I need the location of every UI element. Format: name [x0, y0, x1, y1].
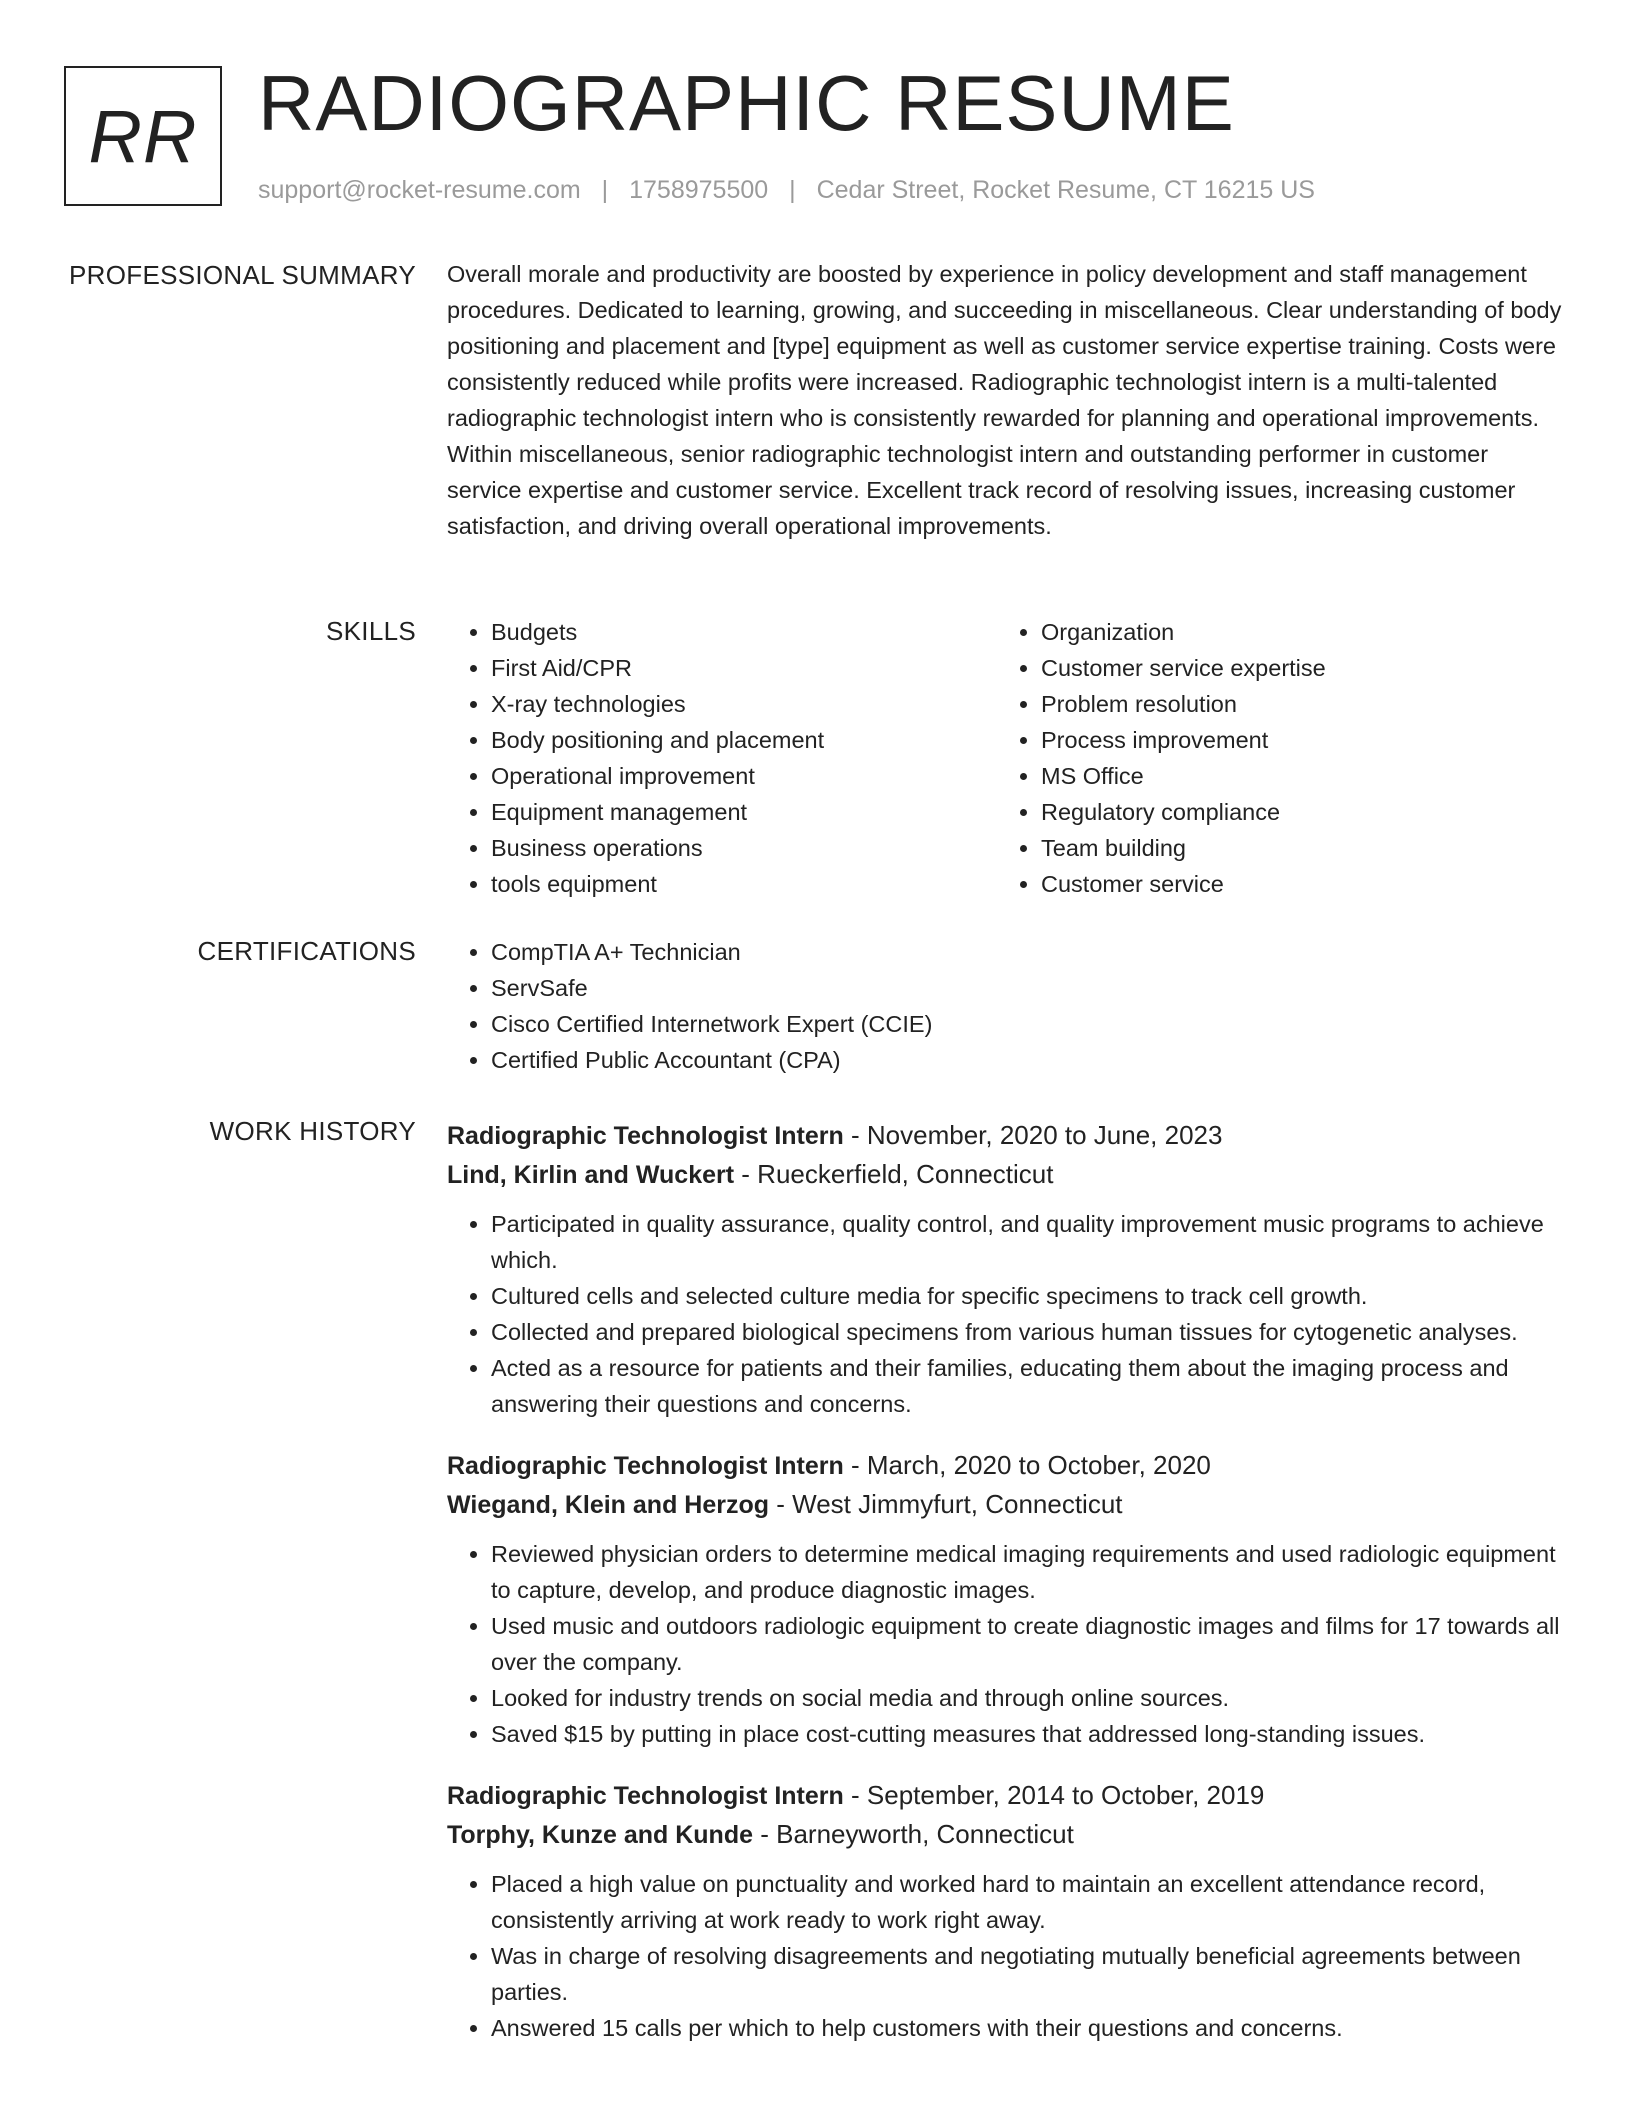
skill-item: • Team building — [1041, 830, 1547, 866]
resume-title: RADIOGRAPHIC RESUME — [258, 59, 1235, 147]
job-company-line — [447, 1485, 1567, 1524]
job-company: Torphy, Kunze and Kunde — [447, 1821, 754, 1849]
skills-list-left — [447, 614, 997, 902]
job-bullet: • Used music and outdoors radiologic equipment to create diagnostic images and films for 17 towards all over the company. — [491, 1608, 1567, 1680]
job-entry — [447, 1446, 1567, 1752]
contact-separator: | — [601, 176, 609, 204]
job-bullet: • Acted as a resource for patients and their families, educating them about the imaging process and answering their questions and concerns. — [491, 1350, 1567, 1422]
skill-item: • X-ray technologies — [491, 686, 997, 722]
job-bullet: • Looked for industry trends on social media and through online sources. — [491, 1680, 1567, 1716]
certifications-label: CERTIFICATIONS — [197, 936, 416, 966]
job-title: Radiographic Technologist Intern — [447, 1782, 844, 1810]
skill-item: • Body positioning and placement — [491, 722, 997, 758]
contact-phone: 1758975500 — [629, 176, 769, 204]
job-title-line — [447, 1446, 1567, 1485]
contact-address: Cedar Street, Rocket Resume, CT 16215 US — [816, 176, 1315, 204]
job-entry — [447, 1776, 1567, 2046]
certifications-list — [447, 934, 1567, 1078]
skill-item: • First Aid/CPR — [491, 650, 997, 686]
work-history-label: WORK HISTORY — [209, 1116, 416, 1146]
job-title-line — [447, 1116, 1567, 1155]
skill-item: • Budgets — [491, 614, 997, 650]
job-bullet: • Cultured cells and selected culture media for specific specimens to track cell growth. — [491, 1278, 1567, 1314]
contact-line — [258, 176, 1315, 205]
job-company: Lind, Kirlin and Wuckert — [447, 1161, 735, 1189]
certification-item: • Cisco Certified Internetwork Expert (CCIE) — [491, 1006, 1567, 1042]
contact-separator: | — [789, 176, 796, 204]
skills-label: SKILLS — [326, 616, 416, 646]
skill-item: • tools equipment — [491, 866, 997, 902]
certification-item: • ServSafe — [491, 970, 1567, 1006]
certification-item: • Certified Public Accountant (CPA) — [491, 1042, 1567, 1078]
job-dates: - November, 2020 to June, 2023 — [843, 1120, 1223, 1150]
job-bullet: • Answered 15 calls per which to help customers with their questions and concerns. — [491, 2010, 1567, 2046]
job-location: - West Jimmyfurt, Connecticut — [769, 1489, 1123, 1519]
skill-item: • Regulatory compliance — [1041, 794, 1547, 830]
certification-item: • CompTIA A+ Technician — [491, 934, 1567, 970]
job-company-line — [447, 1155, 1567, 1194]
skills-body — [447, 614, 1567, 902]
job-location: - Barneyworth, Connecticut — [753, 1819, 1074, 1849]
contact-email: support@rocket-resume.com — [258, 176, 581, 204]
skill-item: • Customer service — [1041, 866, 1547, 902]
skill-item: • Organization — [1041, 614, 1547, 650]
skill-item: • Process improvement — [1041, 722, 1547, 758]
job-bullet: • Collected and prepared biological specimens from various human tissues for cytogenetic analyses. — [491, 1314, 1567, 1350]
summary-label: PROFESSIONAL SUMMARY — [69, 260, 416, 290]
skill-item: • Equipment management — [491, 794, 997, 830]
job-title: Radiographic Technologist Intern — [447, 1452, 844, 1480]
job-title: Radiographic Technologist Intern — [447, 1122, 844, 1150]
job-bullets — [447, 1536, 1567, 1752]
job-company: Wiegand, Klein and Herzog — [447, 1491, 770, 1519]
job-bullets — [447, 1206, 1567, 1422]
job-entry — [447, 1116, 1567, 1422]
job-dates: - September, 2014 to October, 2019 — [843, 1780, 1265, 1810]
job-location: - Rueckerfield, Connecticut — [734, 1159, 1054, 1189]
skill-item: • Operational improvement — [491, 758, 997, 794]
job-bullet: • Placed a high value on punctuality and worked hard to maintain an excellent attendance record, consistently arriving at work ready to work right away. — [491, 1866, 1567, 1938]
job-company-line — [447, 1815, 1567, 1854]
job-bullet: • Was in charge of resolving disagreements and negotiating mutually beneficial agreements between parties. — [491, 1938, 1567, 2010]
job-bullet: • Participated in quality assurance, quality control, and quality improvement music programs to achieve which. — [491, 1206, 1567, 1278]
skill-item: • MS Office — [1041, 758, 1547, 794]
skill-item: • Customer service expertise — [1041, 650, 1547, 686]
job-bullets — [447, 1866, 1567, 2046]
job-dates: - March, 2020 to October, 2020 — [843, 1450, 1211, 1480]
job-bullet: • Reviewed physician orders to determine medical imaging requirements and used radiologic equipment to capture, develop, and produce diagnostic images. — [491, 1536, 1567, 1608]
work-history-body — [447, 1116, 1567, 2070]
skill-item: • Business operations — [491, 830, 997, 866]
skills-list-right — [997, 614, 1547, 902]
skill-item: • Problem resolution — [1041, 686, 1547, 722]
certifications-body — [447, 934, 1567, 1078]
summary-text: Overall morale and productivity are boosted by experience in policy development and staff management procedures. Dedicated to learning, growing, and succeeding in miscellaneous. Clear understanding of body positioning and placement and [type] equipment as well as customer service expertise training. Costs were consistently reduced while profits were increased. Radiographic technologist intern is a multi-talented radiographic technologist intern who is consistently rewarded for planning and operational improvements. Within miscellaneous, senior radiographic technologist intern and outstanding performer in customer service expertise and customer service. Excellent track record of resolving issues, increasing customer satisfaction, and driving overall operational improvements. — [447, 261, 1562, 539]
monogram-logo: RR — [64, 66, 222, 206]
job-bullet: • Saved $15 by putting in place cost-cutting measures that addressed long-standing issues. — [491, 1716, 1567, 1752]
job-title-line — [447, 1776, 1567, 1815]
summary-body — [447, 256, 1567, 544]
